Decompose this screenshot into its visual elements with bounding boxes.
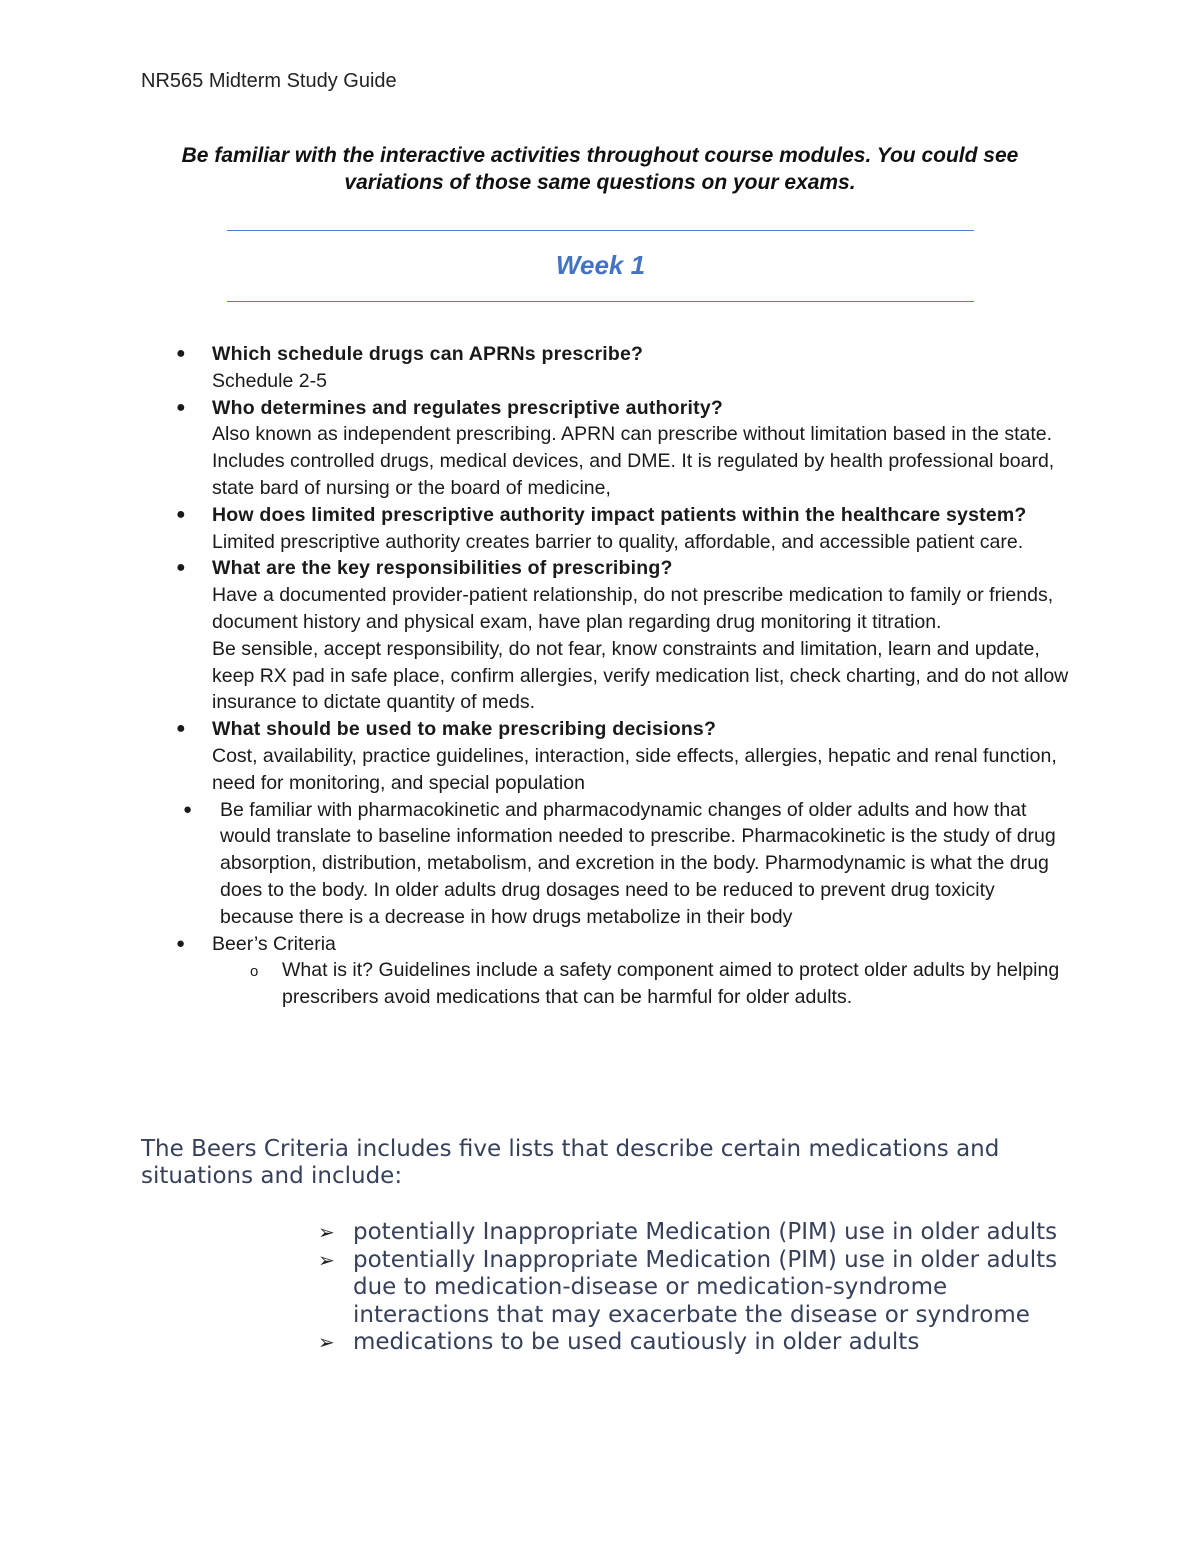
arrowhead-icon: ➢ (318, 1330, 335, 1354)
list-item (0, 716, 1072, 796)
list-item-text: potentially Inappropriate Medication (PIM) use in older adults (353, 1219, 1058, 1245)
item-text: Beer’s Criteria (212, 932, 336, 955)
list-item (0, 395, 1072, 502)
bullet-icon: ● (176, 505, 186, 523)
answer: Also known as independent prescribing. APRN can prescribe without limitation based in the state. Includes controlled drugs, medical devices, and DME. It is regulated by health professional board, state bard of nursing or the board of medicine, (212, 423, 1055, 499)
divider-bottom (227, 301, 974, 302)
answer: Schedule 2-5 (212, 369, 327, 392)
beers-list (0, 1219, 1200, 1357)
answer: Have a documented provider-patient relationship, do not prescribe medication to family or friends, document history and physical exam, have plan regarding drug monitoring it titration. (212, 584, 1054, 633)
list-item (0, 341, 1072, 395)
question: Which schedule drugs can APRNs prescribe? (212, 343, 644, 365)
list-item (0, 1219, 1073, 1247)
question: What are the key responsibilities of prescribing? (212, 557, 673, 580)
bullet-icon: ● (176, 934, 186, 952)
question: What should be used to make prescribing decisions? (212, 718, 717, 741)
bullet-icon: ● (176, 398, 186, 416)
list-item-text: medications to be used cautiously in older adults (353, 1329, 920, 1355)
intro-note: Be familiar with the interactive activities throughout course modules. You could see variations of those same questions on your exams. (181, 144, 1019, 194)
answer: Cost, availability, practice guidelines, interaction, side effects, allergies, hepatic and renal function, need for monitoring, and special population (212, 744, 1057, 794)
question: Who determines and regulates prescriptive authority? (212, 396, 724, 419)
page-header: NR565 Midterm Study Guide (141, 70, 397, 92)
bullet-icon: ● (176, 559, 186, 577)
list-item-text: potentially Inappropriate Medication (PIM) use in older adults due to medication-disease or medication-syndrome interactions that may exacerbate the disease or syndrome (353, 1246, 1058, 1328)
list-item (0, 1247, 1073, 1330)
list-item (0, 502, 1072, 556)
sub-list-item (0, 957, 1062, 1011)
arrowhead-icon: ➢ (318, 1247, 335, 1272)
arrowhead-icon: ➢ (318, 1220, 335, 1244)
bullet-icon: ● (183, 800, 193, 818)
sub-item-text: What is it? Guidelines include a safety component aimed to protect older adults by helping prescribers avoid medications that can be harmful for older adults. (282, 959, 1060, 1009)
week-title: Week 1 (555, 250, 646, 280)
answer: Limited prescriptive authority creates barrier to quality, affordable, and accessible patient care. (212, 530, 1024, 553)
divider-top (227, 230, 974, 231)
bullet-icon: ● (176, 720, 186, 738)
list-item-beers (0, 931, 1072, 958)
list-item (0, 1329, 1073, 1357)
list-item-pharmacology (0, 797, 1060, 931)
answer-continued: Be sensible, accept responsibility, do not fear, know constraints and limitation, learn and update, keep RX pad in safe place, confirm allergies, verify medication list, check charting, and do not allow insurance to dictate quantity of meds. (212, 637, 1069, 714)
question: How does limited prescriptive authority impact patients within the healthcare system? (212, 503, 1027, 526)
bullet-icon: ● (176, 345, 186, 362)
item-text: Be familiar with pharmacokinetic and pharmacodynamic changes of older adults and how that would translate to baseline information needed to prescribe. Pharmacokinetic is the study of drug absorption, distribution, metabolism, and excretion in the body. Pharmodynamic is what the drug does to the body. In older adults drug dosages need to be reduced to prevent drug toxicity because there is a decrease in how drugs metabolize in their body (220, 798, 1056, 928)
hollow-bullet-icon: o (250, 963, 259, 981)
beers-heading: The Beers Criteria includes five lists that describe certain medications and situations and include: (141, 1136, 1000, 1189)
question-list (0, 341, 1200, 1011)
list-item (0, 555, 1072, 716)
